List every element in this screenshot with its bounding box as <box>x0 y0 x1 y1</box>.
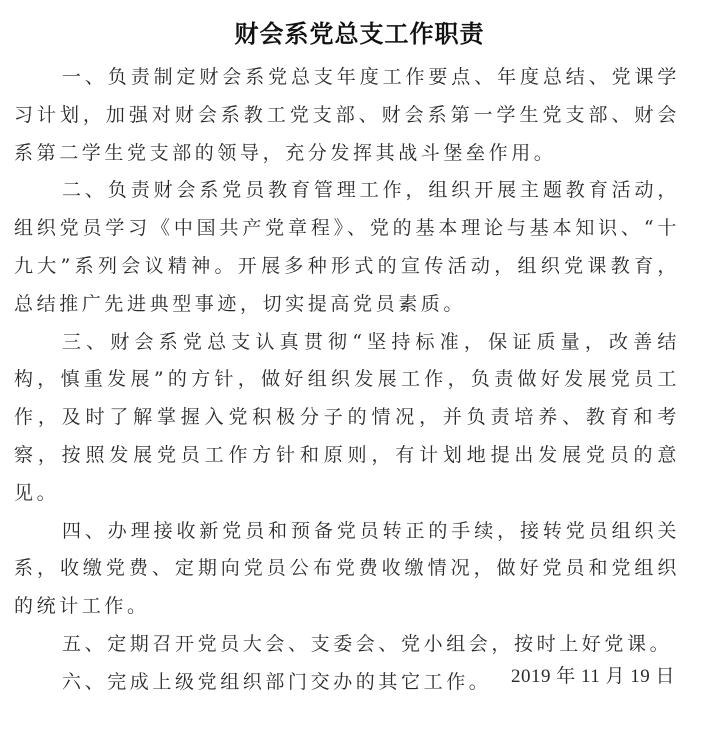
paragraph-duty-3: 三、财会系党总支认真贯彻“坚持标准，保证质量，改善结构，慎重发展”的方针，做好组织发展工作，负责做好发展党员工作，及时了解掌握入党积极分子的情况，并负责培养、教育和考察，按照发展党员工作方针和原则，有计划地提出发展党员的意见。 <box>14 330 680 504</box>
document-date: 2019 年 11 月 19 日 <box>510 666 675 687</box>
paragraph-duty-6: 六、完成上级党组织部门交办的其它工作。 <box>62 670 492 693</box>
document-body <box>14 59 680 702</box>
paragraph-duty-5: 五、定期召开党员大会、支委会、党小组会，按时上好党课。 <box>62 632 673 655</box>
paragraph-duty-2: 二、负责财会系党员教育管理工作，组织开展主题教育活动，组织党员学习《中国共产党章程》、党的基本理论与基本知识、“十九大”系列会议精神。开展多种形式的宣传活动，组织党课教育，总结推广先进典型事迹，切实提高党员素质。 <box>14 179 680 315</box>
paragraph-duty-1: 一、负责制定财会系党总支年度工作要点、年度总结、党课学习计划，加强对财会系教工党支部、财会系第一学生党支部、财会系第二学生党支部的领导，充分发挥其战斗堡垒作用。 <box>14 66 680 164</box>
paragraph-duty-4: 四、办理接收新党员和预备党员转正的手续，接转党员组织关系，收缴党费、定期向党员公布党费收缴情况，做好党员和党组织的统计工作。 <box>14 519 680 618</box>
document-title: 财会系党总支工作职责 <box>234 20 485 48</box>
